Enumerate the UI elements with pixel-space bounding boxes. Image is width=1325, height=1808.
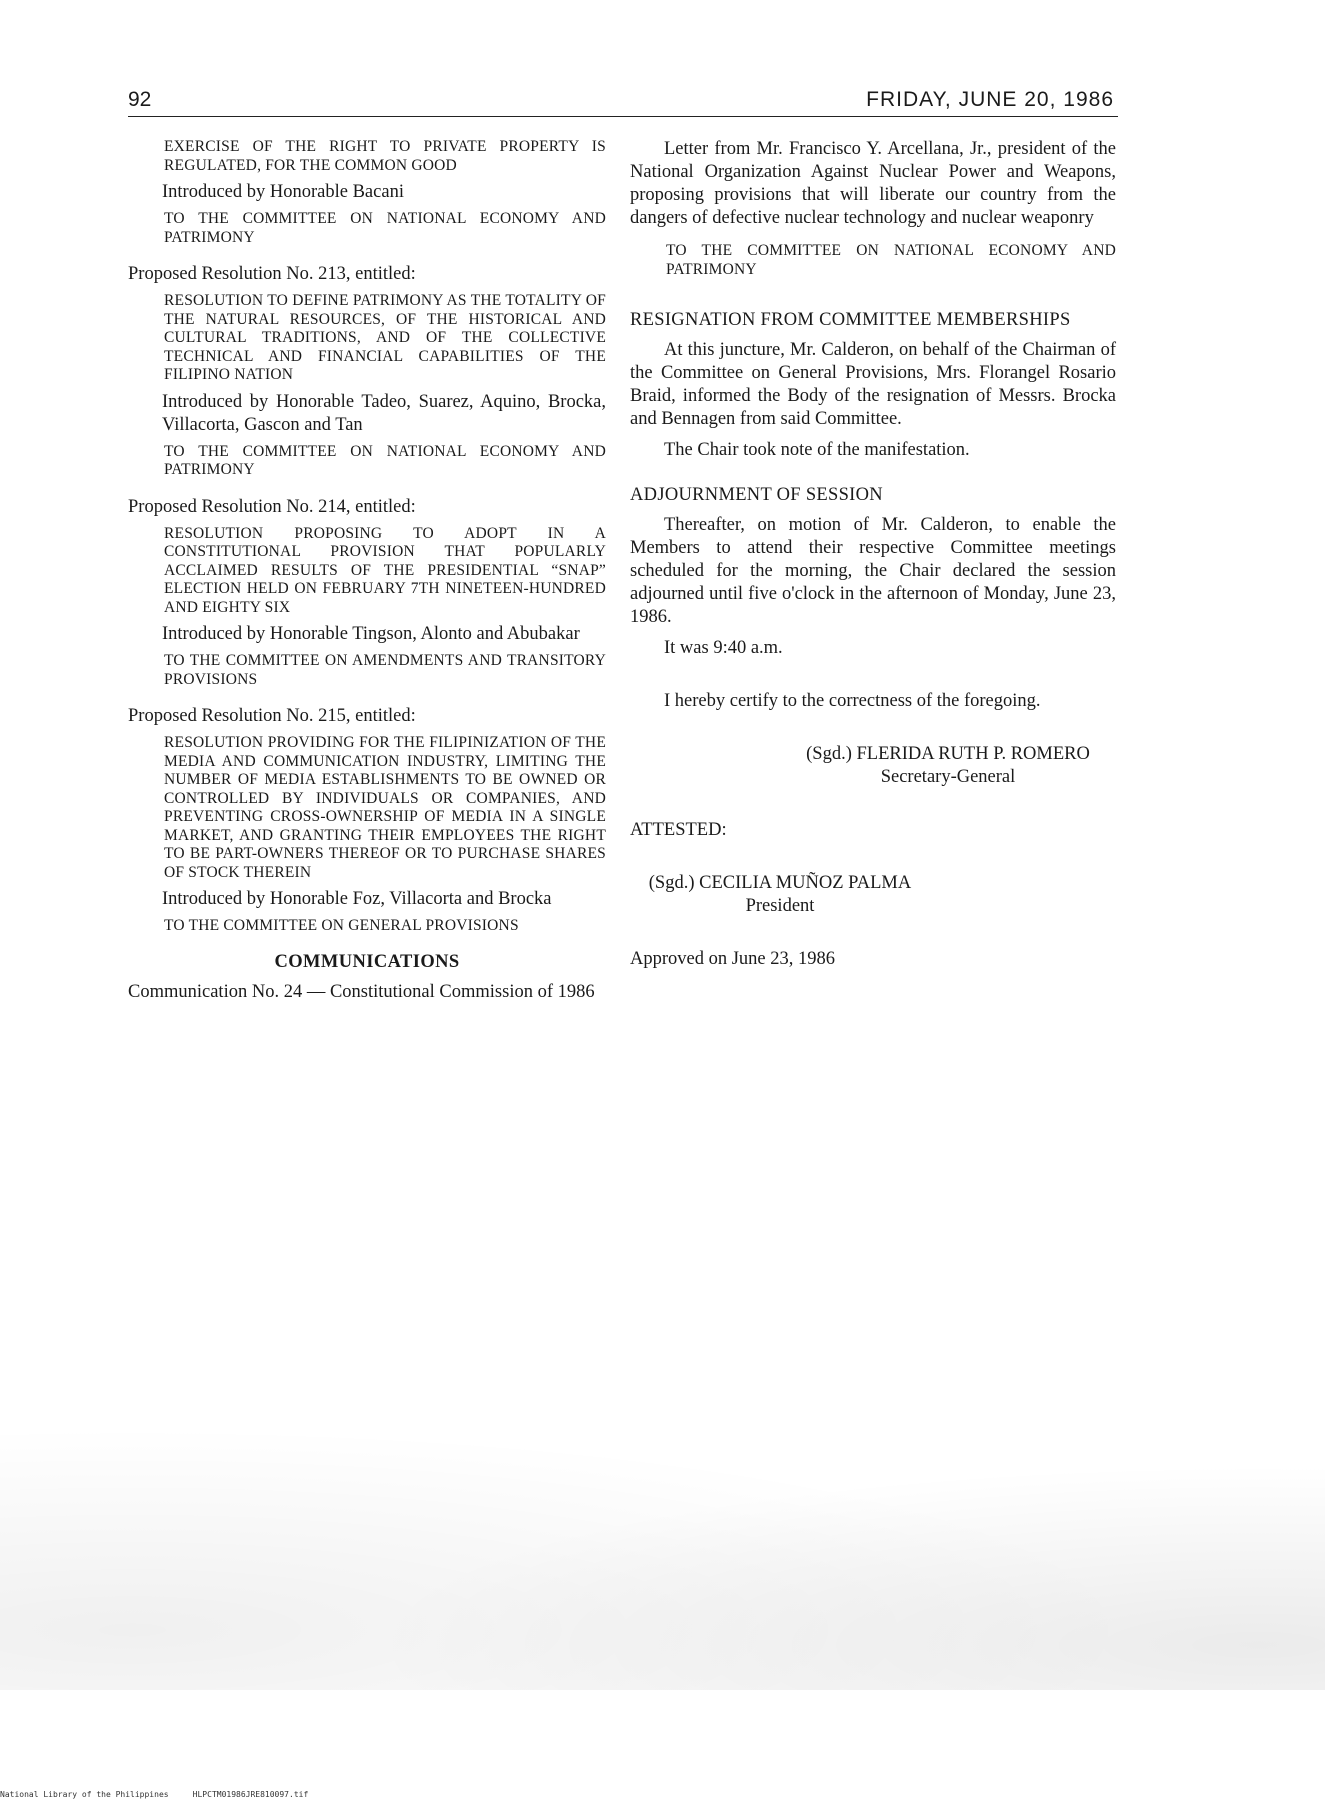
committee-referral: TO THE COMMITTEE ON NATIONAL ECONOMY AND PATRIMONY bbox=[666, 242, 1116, 278]
resolution-title: EXERCISE OF THE RIGHT TO PRIVATE PROPERTY IS REGULATED, FOR THE COMMON GOOD bbox=[164, 138, 606, 174]
introduced-by: Introduced by Honorable Tadeo, Suarez, Aquino, Brocka, Villacorta, Gascon and Tan bbox=[162, 391, 606, 435]
session-time: It was 9:40 a.m. bbox=[664, 638, 783, 658]
resolution-heading: Proposed Resolution No. 215, entitled: bbox=[128, 706, 416, 726]
letter-paragraph: Letter from Mr. Francisco Y. Arcellana, Jr., president of the National Organization Against Nuclear Power and Weapons, proposing provisions that will liberate our country from the dangers of defective nuclear technology and nuclear weaponry bbox=[630, 139, 1116, 228]
introduced-by: Introduced by Honorable Bacani bbox=[162, 182, 404, 202]
secretary-signature bbox=[630, 743, 1116, 789]
committee-referral: TO THE COMMITTEE ON AMENDMENTS AND TRANSITORY PROVISIONS bbox=[164, 652, 606, 688]
resolution-heading: Proposed Resolution No. 213, entitled: bbox=[128, 264, 416, 284]
resolution-title: RESOLUTION PROVIDING FOR THE FILIPINIZATION OF THE MEDIA AND COMMUNICATION INDUSTRY, LIMITING THE NUMBER OF MEDIA ESTABLISHMENTS TO BE OWNED OR CONTROLLED BY INDIVIDUALS OR COMPANIES, AND PREVENTING CROSS-OWNERSHIP OF MEDIA IN A SINGLE MARKET, AND GRANTING THEIR EMPLOYEES THE RIGHT TO BE PART-OWNERS THEREOF OR TO PURCHASE SHARES OF STOCK THEREIN bbox=[164, 734, 606, 881]
running-head bbox=[128, 88, 1118, 117]
committee-referral: TO THE COMMITTEE ON NATIONAL ECONOMY AND PATRIMONY bbox=[164, 210, 606, 246]
president-name: (Sgd.) CECILIA MUÑOZ PALMA bbox=[648, 873, 912, 893]
introduced-by: Introduced by Honorable Foz, Villacorta and Brocka bbox=[162, 889, 552, 909]
committee-referral: TO THE COMMITTEE ON GENERAL PROVISIONS bbox=[164, 917, 519, 934]
section-heading: RESIGNATION FROM COMMITTEE MEMBERSHIPS bbox=[630, 310, 1071, 330]
library-name: National Library of the Philippines bbox=[0, 1790, 169, 1799]
file-name: HLPCTM01986JRE810097.tif bbox=[192, 1790, 309, 1799]
adjournment-paragraph: Thereafter, on motion of Mr. Calderon, to enable the Members to attend their respective Committee meetings scheduled for the morning, the Chair declared the session adjourned until five o'clock in the afternoon of Monday, June 23, 1986. bbox=[630, 515, 1116, 627]
certification-paragraph: I hereby certify to the correctness of the foregoing. bbox=[664, 691, 1041, 711]
resolution-title: RESOLUTION PROPOSING TO ADOPT IN A CONSTITUTIONAL PROVISION THAT POPULARLY ACCLAIMED RESULTS OF THE PRESIDENTIAL “SNAP” ELECTION HELD ON FEBRUARY 7TH NINETEEN-HUNDRED AND EIGHTY SIX bbox=[164, 524, 606, 616]
header-date: FRIDAY, JUNE 20, 1986 bbox=[866, 88, 1114, 111]
page-number: 92 bbox=[128, 88, 152, 111]
introduced-by: Introduced by Honorable Tingson, Alonto and Abubakar bbox=[162, 624, 580, 644]
chair-note: The Chair took note of the manifestation. bbox=[664, 440, 970, 460]
president-signature bbox=[630, 872, 930, 918]
communications-heading: COMMUNICATIONS bbox=[274, 951, 460, 972]
scan-footer bbox=[0, 1790, 308, 1799]
approval-date: Approved on June 23, 1986 bbox=[630, 949, 836, 969]
scan-artifact bbox=[0, 1390, 1325, 1690]
resolution-title: RESOLUTION TO DEFINE PATRIMONY AS THE TOTALITY OF THE NATURAL RESOURCES, OF THE HISTORICAL AND CULTURAL TRADITIONS, AND OF THE COLLECTIVE TECHNICAL AND FINANCIAL CAPABILITIES OF THE FILIPINO NATION bbox=[164, 292, 606, 383]
communication-item: Communication No. 24 — Constitutional Commission of 1986 bbox=[128, 981, 595, 1002]
committee-referral: TO THE COMMITTEE ON NATIONAL ECONOMY AND PATRIMONY bbox=[164, 442, 606, 478]
president-title: President bbox=[745, 896, 815, 916]
section-heading: ADJOURNMENT OF SESSION bbox=[630, 485, 883, 505]
attested-label: ATTESTED: bbox=[630, 820, 727, 840]
secretary-title: Secretary-General bbox=[880, 767, 1016, 787]
right-column bbox=[630, 138, 1116, 971]
left-column bbox=[128, 138, 606, 1004]
resignation-paragraph: At this juncture, Mr. Calderon, on behalf of the Chairman of the Committee on General Provisions, Mrs. Florangel Rosario Braid, informed the Body of the resignation of Messrs. Brocka and Bennagen from said Committee. bbox=[630, 340, 1116, 429]
resolution-heading: Proposed Resolution No. 214, entitled: bbox=[128, 496, 416, 517]
secretary-name: (Sgd.) FLERIDA RUTH P. ROMERO bbox=[806, 744, 1090, 764]
